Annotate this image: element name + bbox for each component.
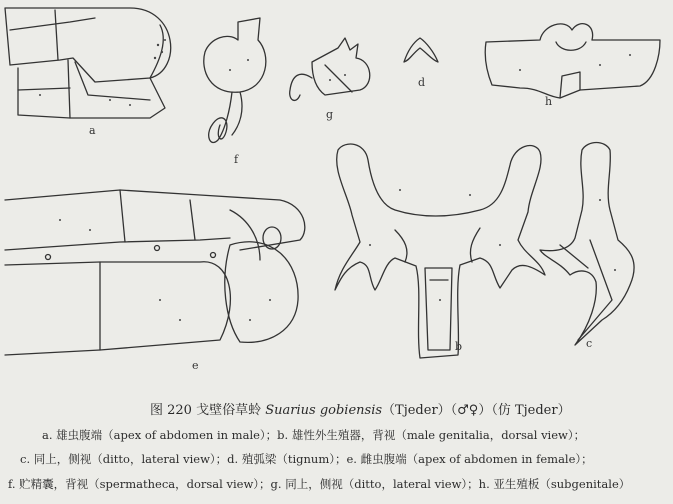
panel-label-b: b — [455, 340, 463, 353]
figure-caption-title — [150, 399, 570, 418]
panel-label-e: e — [192, 359, 199, 372]
panel-a-drawing — [5, 8, 171, 118]
species-author: （Tjeder）（♂♀）（仿 Tjeder） — [382, 403, 571, 418]
panel-h-drawing — [485, 24, 660, 98]
panel-label-c: c — [586, 337, 593, 350]
panel-f-drawing — [204, 18, 266, 142]
panel-label-g: g — [326, 108, 334, 121]
panel-g-drawing — [290, 38, 370, 100]
stipple-dots — [39, 39, 631, 321]
panel-d-drawing — [404, 38, 438, 62]
panel-label-f: f — [234, 153, 239, 166]
species-chinese-name: 戈壁俗草蛉 — [196, 403, 262, 418]
legend-line-2: c. 同上，侧视（ditto，lateral view）；d. 殖弧梁（tignum）；e. 雌虫腹端（apex of abdomen in female）； — [20, 452, 593, 466]
panel-label-d: d — [418, 76, 426, 89]
panel-e-drawing — [5, 190, 305, 355]
panel-label-a: a — [89, 124, 96, 137]
figure-number: 图 220 — [150, 403, 192, 418]
legend-line-3: f. 贮精囊，背视（spermatheca，dorsal view）；g. 同上，侧视（ditto，lateral view）；h. 亚生殖板（subgenitale） — [8, 477, 631, 491]
panel-b-drawing — [335, 144, 545, 358]
panel-c-drawing — [540, 143, 634, 346]
legend-line-1: a. 雄虫腹端（apex of abdomen in male）；b. 雄性外生殖器，背视（male genitalia，dorsal view）； — [42, 428, 586, 442]
species-latin-name: Suarius gobiensis — [265, 403, 383, 418]
panel-label-h: h — [545, 95, 553, 108]
